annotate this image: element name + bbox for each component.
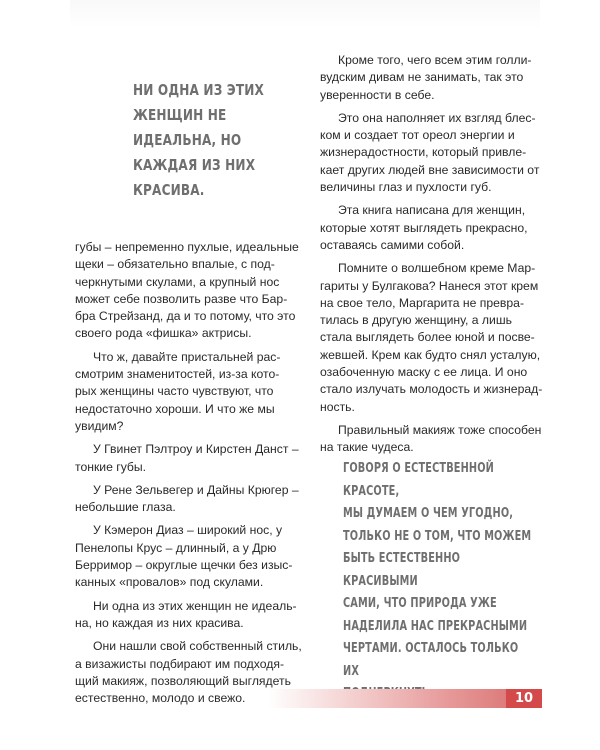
left-paragraph: Ни одна из этих женщин не идеаль- на, но каждая из них красива. [75, 598, 297, 630]
right-paragraph: Правильный макияж тоже способен на такие чудеса. [320, 422, 542, 455]
right-paragraph: Эта книга написана для женщин, которые хотят выглядеть прекрасно, оставаясь самими собой. [320, 203, 528, 252]
pullquote-right: ГОВОРЯ О ЕСТЕСТВЕННОЙ КРАСОТЕ, МЫ ДУМАЕМ О ЧЕМ УГОДНО, ТОЛЬКО НЕ О ТОМ, ЧТО МОЖЕМ БЫТЬ ЕСТЕСТВЕННО КРАСИВЫМИ САМИ, ЧТО ПРИРОДА УЖЕ НАДЕЛИЛА НАС ПРЕКРАСНЫМИ ЧЕРТАМИ. ОСТАЛОСЬ ТОЛЬКО ИХ [343, 461, 532, 679]
page-number: 10 [506, 689, 542, 708]
left-paragraph: Что ж, давайте пристальней рас- смотрим знаменитостей, из-за кото- рых женщины часто чувствуют, что недостаточно хороши. И что же мы увидим? [75, 349, 281, 433]
right-column [320, 52, 552, 463]
page-number-gradient-bar [268, 689, 506, 708]
left-paragraph: У Гвинет Пэлтроу и Кирстен Данст – тонкие губы. [75, 442, 299, 474]
faded-header-strip [70, 0, 540, 28]
left-paragraph: У Кэмерон Диаз – широкий нос, у Пенелопы Крус – длинный, а у Дрю Берримор – округлые щечки без изыс- канных «провалов» под скулами. [75, 523, 293, 590]
right-paragraph: Помните о волшебном креме Мар- гариты у Булгакова? Нанеся этот крем на свое тело, Маргарита не превра- тилась в другую женщину, а лишь стала выглядеть более юной и посве- жевшей. Крем как будто снял усталую, озабоченную маску с ее лица. И оно стало излучать молодость и жизнерад- ность. [320, 261, 543, 414]
right-paragraph: Это она наполняет их взгляд блес- ком и создает тот ореол энергии и жизнерадостности, который привле- кает других людей вне зависимости от величины глаз и пухлости губ. [320, 110, 540, 195]
right-paragraph: Кроме того, чего всем этим голли- вудским дивам не занимать, так это уверенности в себе. [320, 53, 532, 102]
left-paragraph: губы – непременно пухлые, идеальные щеки – обязательно впалые, с под- черкнутыми скулами, а крупный нос может себе позволить разве что Бар- бра Стрейзанд, да и то потому, что это своего рода «фишка» актрисы. [75, 240, 299, 341]
pullquote-left: НИ ОДНА ИЗ ЭТИХ ЖЕНЩИН НЕ ИДЕАЛЬНА, НО КАЖДАЯ ИЗ НИХ КРАСИВА. [133, 81, 264, 199]
left-paragraph: Они нашли свой собственный стиль, а визажисты подбирают им подходя- щий макияж, позволяющий выглядеть естественно, молодо и свежо. [75, 639, 302, 706]
left-column [75, 239, 305, 713]
left-paragraph: У Рене Зельвегер и Дайны Крюгер – небольшие глаза. [75, 482, 299, 515]
